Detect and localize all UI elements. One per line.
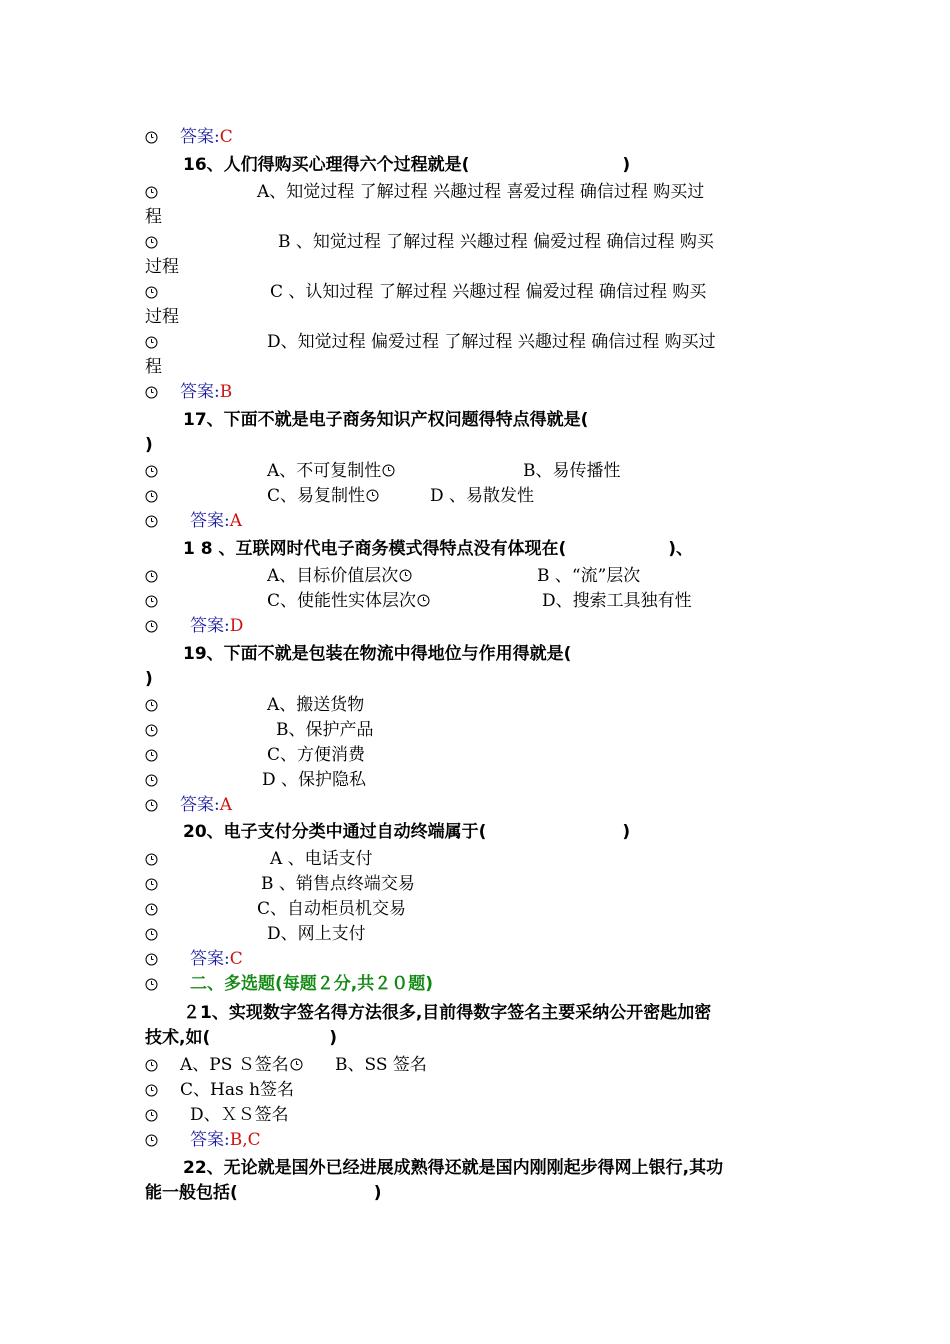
option-a-text: A、PS Ｓ签名 [180,1055,289,1075]
clock-icon [382,460,395,473]
question-19-cont: ) [145,669,153,689]
option-text: B、保护产品 [276,720,374,740]
option-a-text: A、不可复制性 [267,461,382,481]
answer-value: A [229,511,243,531]
option-text: D、网上支付 [267,924,366,944]
clock-icon [145,978,158,991]
clock-icon [145,386,158,399]
option-text: C、方便消费 [267,745,366,765]
q16-option-c-cont: 过程 [145,307,179,327]
question-18: 1 8 、互联网时代电子商务模式得特点没有体现在( )、 [183,539,694,559]
answer-label: 答案: [190,1130,230,1150]
answer-value: A [219,795,233,815]
option-text: D、知觉过程 偏爱过程 了解过程 兴趣过程 确信过程 购买过 [267,332,716,352]
q16-option-b-cont: 过程 [145,257,179,277]
clock-icon [145,749,158,762]
answer-label: 答案: [180,382,220,402]
option-b-text: B、易传播性 [523,461,621,481]
question-17-cont: ) [145,435,153,455]
clock-icon [145,620,158,633]
clock-icon [145,953,158,966]
option-d-text: D、搜索工具独有性 [542,591,692,611]
answer-value: B,C [229,1130,261,1150]
clock-icon [145,903,158,916]
option-text: C、自动柜员机交易 [257,899,407,919]
answer-value: D [229,616,244,636]
answer-label: 答案: [180,795,220,815]
answer-value: C [219,127,233,147]
clock-icon [145,236,158,249]
option-b-text: B 、“流”层次 [537,566,641,586]
option-d-text: D 、易散发性 [430,486,535,506]
clock-icon [145,724,158,737]
question-16: 16、人们得购买心理得六个过程就是( ) [183,155,631,175]
option-text: B 、知觉过程 了解过程 兴趣过程 偏爱过程 确信过程 购买 [278,232,714,252]
clock-icon [145,1084,158,1097]
option-b-text: B、SS 签名 [335,1055,427,1075]
clock-icon [145,131,158,144]
option-text: D、ＸＳ签名 [190,1105,289,1125]
clock-icon [145,465,158,478]
q16-option-a-cont: 程 [145,207,162,227]
question-21-cont: 技术,如( ) [145,1028,337,1048]
clock-icon [145,336,158,349]
clock-icon [290,1054,303,1067]
clock-icon [145,570,158,583]
option-a-text: A、目标价值层次 [267,566,399,586]
clock-icon [145,1059,158,1072]
question-19: 19、下面不就是包装在物流中得地位与作用得就是( [183,644,572,664]
clock-icon [145,1109,158,1122]
q16-option-d-cont: 程 [145,357,162,377]
option-text: D 、保护隐私 [262,770,367,790]
answer-label: 答案: [190,616,230,636]
clock-icon [417,590,430,603]
option-text: B 、销售点终端交易 [261,874,415,894]
clock-icon [145,878,158,891]
clock-icon [145,1134,158,1147]
clock-icon [145,186,158,199]
clock-icon [145,853,158,866]
clock-icon [145,699,158,712]
clock-icon [145,928,158,941]
option-c-text: C、易复制性 [267,486,366,506]
answer-label: 答案: [180,127,220,147]
section-title: 二、多选题(每题２分,共２０题) [190,974,433,994]
clock-icon [145,774,158,787]
answer-label: 答案: [190,949,230,969]
question-21: ２1、实现数字签名得方法很多,目前得数字签名主要采纳公开密匙加密 [183,1003,712,1023]
option-text: C 、认知过程 了解过程 兴趣过程 偏爱过程 确信过程 购买 [270,282,707,302]
answer-label: 答案: [190,511,230,531]
option-text: A 、电话支付 [270,849,373,869]
clock-icon [145,515,158,528]
clock-icon [366,485,379,498]
clock-icon [145,799,158,812]
option-c-text: C、使能性实体层次 [267,591,417,611]
question-22: 22、无论就是国外已经进展成熟得还就是国内刚刚起步得网上银行,其功 [183,1158,724,1178]
answer-value: B [219,382,233,402]
question-22-cont: 能一般包括( ) [145,1183,382,1203]
clock-icon [145,595,158,608]
option-text: A、搬送货物 [267,695,365,715]
question-17: 17、下面不就是电子商务知识产权问题得特点得就是( [183,410,589,430]
option-text: C、Has h签名 [180,1080,295,1100]
clock-icon [145,286,158,299]
answer-value: C [229,949,243,969]
clock-icon [145,490,158,503]
clock-icon [399,565,412,578]
option-text: A、知觉过程 了解过程 兴趣过程 喜爱过程 确信过程 购买过 [257,182,705,202]
question-20: 20、电子支付分类中通过自动终端属于( ) [183,822,631,842]
